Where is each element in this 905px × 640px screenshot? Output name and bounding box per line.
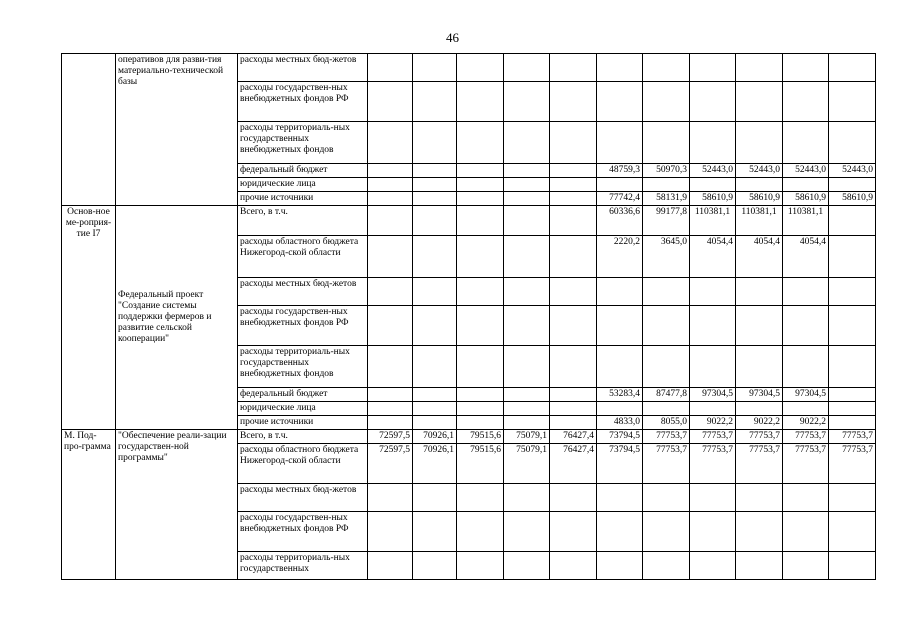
value-cell (597, 484, 643, 512)
value-cell (504, 192, 550, 206)
value-cell (597, 552, 643, 580)
value-cell (413, 192, 457, 206)
value-cell (368, 192, 413, 206)
funding-source: расходы областного бюджета Нижегород-ской области (238, 444, 368, 484)
value-cell (736, 512, 783, 552)
value-cell: 77753,7 (783, 444, 829, 484)
value-cell (368, 416, 413, 430)
value-cell (597, 54, 643, 82)
value-cell: 52443,0 (829, 164, 876, 178)
value-cell (413, 388, 457, 402)
funding-source: расходы местных бюд-жетов (238, 484, 368, 512)
value-cell (368, 402, 413, 416)
value-cell (783, 484, 829, 512)
funding-source: федеральный бюджет (238, 388, 368, 402)
value-cell: 77753,7 (736, 444, 783, 484)
funding-source: Всего, в т.ч. (238, 430, 368, 444)
value-cell (643, 54, 690, 82)
section-code (62, 54, 116, 206)
value-cell: 58610,9 (829, 192, 876, 206)
value-cell (457, 512, 504, 552)
section-name: оперативов для разви-тия материально-технической базы (116, 54, 238, 206)
value-cell (783, 346, 829, 388)
value-cell (736, 402, 783, 416)
table-row (62, 430, 876, 444)
value-cell: 58131,9 (643, 192, 690, 206)
value-cell: 2220,2 (597, 236, 643, 278)
value-cell (643, 178, 690, 192)
value-cell (504, 484, 550, 512)
value-cell (690, 552, 736, 580)
value-cell (690, 54, 736, 82)
value-cell: 99177,8 (643, 206, 690, 236)
value-cell: 4833,0 (597, 416, 643, 430)
value-cell (783, 54, 829, 82)
value-cell: 73794,5 (597, 444, 643, 484)
value-cell (736, 278, 783, 306)
value-cell (368, 236, 413, 278)
value-cell (457, 178, 504, 192)
value-cell (550, 178, 597, 192)
value-cell (550, 236, 597, 278)
value-cell (368, 164, 413, 178)
value-cell: 4054,4 (690, 236, 736, 278)
page-number: 46 (446, 30, 459, 45)
value-cell: 110381,1 (690, 206, 736, 236)
funding-source: расходы территориаль-ных государственных внебюджетных фондов (238, 346, 368, 388)
value-cell: 77753,7 (643, 444, 690, 484)
value-cell (457, 484, 504, 512)
value-cell (550, 54, 597, 82)
value-cell (550, 552, 597, 580)
value-cell (550, 192, 597, 206)
value-cell (597, 306, 643, 346)
value-cell: 97304,5 (736, 388, 783, 402)
value-cell: 77753,7 (829, 444, 876, 484)
value-cell (504, 178, 550, 192)
value-cell (550, 346, 597, 388)
value-cell: 75079,1 (504, 444, 550, 484)
value-cell (413, 402, 457, 416)
value-cell (504, 82, 550, 122)
value-cell (783, 306, 829, 346)
funding-source: юридические лица (238, 402, 368, 416)
table-row (62, 54, 876, 82)
value-cell: 77753,7 (783, 430, 829, 444)
value-cell: 72597,5 (368, 444, 413, 484)
value-cell (643, 484, 690, 512)
value-cell: 3645,0 (643, 236, 690, 278)
value-cell (413, 54, 457, 82)
value-cell: 70926,1 (413, 430, 457, 444)
value-cell (829, 402, 876, 416)
table-row (62, 206, 876, 236)
value-cell (550, 512, 597, 552)
value-cell: 52443,0 (690, 164, 736, 178)
value-cell (504, 164, 550, 178)
value-cell (643, 122, 690, 164)
value-cell (597, 278, 643, 306)
section-name: "Обеспечение реали-зации государствен-ной программы" (116, 430, 238, 580)
value-cell (690, 82, 736, 122)
value-cell (368, 278, 413, 306)
value-cell: 79515,6 (457, 444, 504, 484)
value-cell (736, 82, 783, 122)
value-cell (783, 402, 829, 416)
value-cell: 52443,0 (783, 164, 829, 178)
value-cell (368, 346, 413, 388)
value-cell (504, 306, 550, 346)
value-cell: 53283,4 (597, 388, 643, 402)
value-cell (457, 122, 504, 164)
value-cell (413, 236, 457, 278)
value-cell (368, 552, 413, 580)
value-cell (504, 122, 550, 164)
value-cell (597, 402, 643, 416)
value-cell (690, 402, 736, 416)
value-cell: 70926,1 (413, 444, 457, 484)
value-cell (368, 484, 413, 512)
value-cell: 77753,7 (690, 430, 736, 444)
value-cell: 60336,6 (597, 206, 643, 236)
value-cell (457, 192, 504, 206)
value-cell (597, 82, 643, 122)
value-cell: 9022,2 (690, 416, 736, 430)
value-cell (690, 512, 736, 552)
value-cell: 58610,9 (783, 192, 829, 206)
funding-source: прочие источники (238, 416, 368, 430)
value-cell (597, 512, 643, 552)
value-cell: 48759,3 (597, 164, 643, 178)
value-cell: 4054,4 (783, 236, 829, 278)
value-cell (368, 122, 413, 164)
value-cell: 4054,4 (736, 236, 783, 278)
value-cell: 87477,8 (643, 388, 690, 402)
funding-source: расходы территориаль-ных государственных (238, 552, 368, 580)
value-cell (457, 416, 504, 430)
value-cell: 8055,0 (643, 416, 690, 430)
value-cell (504, 346, 550, 388)
value-cell: 76427,4 (550, 430, 597, 444)
value-cell (643, 512, 690, 552)
value-cell (736, 54, 783, 82)
value-cell (736, 178, 783, 192)
value-cell (829, 416, 876, 430)
value-cell (829, 346, 876, 388)
value-cell (829, 122, 876, 164)
value-cell (829, 54, 876, 82)
value-cell: 97304,5 (783, 388, 829, 402)
value-cell (550, 402, 597, 416)
value-cell (643, 278, 690, 306)
section-name: Федеральный проект "Создание системы поддержки фермеров и развитие сельской кооперации" (116, 206, 238, 430)
value-cell: 77753,7 (829, 430, 876, 444)
value-cell (504, 236, 550, 278)
value-cell (829, 512, 876, 552)
value-cell (413, 512, 457, 552)
value-cell (457, 82, 504, 122)
value-cell (829, 206, 876, 236)
value-cell (413, 178, 457, 192)
value-cell (413, 206, 457, 236)
value-cell (643, 306, 690, 346)
value-cell (550, 388, 597, 402)
value-cell (550, 484, 597, 512)
value-cell (504, 54, 550, 82)
value-cell (597, 178, 643, 192)
value-cell (550, 164, 597, 178)
value-cell: 77742,4 (597, 192, 643, 206)
value-cell: 110381,1 (736, 206, 783, 236)
value-cell: 77753,7 (736, 430, 783, 444)
value-cell (413, 484, 457, 512)
value-cell (736, 346, 783, 388)
value-cell (643, 82, 690, 122)
funding-source: расходы территориаль-ных государственных внебюджетных фондов (238, 122, 368, 164)
value-cell (550, 306, 597, 346)
value-cell: 73794,5 (597, 430, 643, 444)
value-cell (504, 206, 550, 236)
value-cell (829, 178, 876, 192)
value-cell: 76427,4 (550, 444, 597, 484)
value-cell: 110381,1 (783, 206, 829, 236)
funding-source: федеральный бюджет (238, 164, 368, 178)
value-cell (783, 178, 829, 192)
funding-source: расходы государствен-ных внебюджетных фондов РФ (238, 512, 368, 552)
value-cell (413, 164, 457, 178)
value-cell (829, 82, 876, 122)
budget-table (61, 53, 876, 580)
value-cell: 77753,7 (690, 444, 736, 484)
value-cell (829, 278, 876, 306)
value-cell (368, 306, 413, 346)
value-cell (504, 388, 550, 402)
value-cell: 9022,2 (783, 416, 829, 430)
value-cell (457, 306, 504, 346)
section-code: Основ-ное ме-роприя-тие I7 (62, 206, 116, 430)
value-cell (550, 122, 597, 164)
funding-source: расходы государствен-ных внебюджетных фондов РФ (238, 306, 368, 346)
value-cell (597, 122, 643, 164)
value-cell (690, 346, 736, 388)
value-cell (690, 122, 736, 164)
value-cell: 50970,3 (643, 164, 690, 178)
value-cell (457, 206, 504, 236)
funding-source: юридические лица (238, 178, 368, 192)
value-cell (597, 346, 643, 388)
value-cell (368, 206, 413, 236)
value-cell (736, 552, 783, 580)
value-cell (643, 552, 690, 580)
value-cell (457, 552, 504, 580)
value-cell (829, 552, 876, 580)
value-cell: 72597,5 (368, 430, 413, 444)
value-cell: 52443,0 (736, 164, 783, 178)
value-cell (736, 306, 783, 346)
value-cell (829, 388, 876, 402)
value-cell (783, 278, 829, 306)
value-cell (736, 122, 783, 164)
value-cell (550, 206, 597, 236)
value-cell (504, 416, 550, 430)
value-cell: 58610,9 (690, 192, 736, 206)
value-cell (368, 178, 413, 192)
value-cell: 97304,5 (690, 388, 736, 402)
value-cell (413, 416, 457, 430)
value-cell (736, 484, 783, 512)
value-cell (783, 552, 829, 580)
funding-source: расходы государствен-ных внебюджетных фондов РФ (238, 82, 368, 122)
value-cell (368, 512, 413, 552)
value-cell (504, 512, 550, 552)
value-cell (413, 278, 457, 306)
value-cell (504, 552, 550, 580)
value-cell (829, 306, 876, 346)
funding-source: расходы местных бюд-жетов (238, 278, 368, 306)
value-cell (783, 122, 829, 164)
value-cell (550, 416, 597, 430)
value-cell: 58610,9 (736, 192, 783, 206)
value-cell (504, 278, 550, 306)
value-cell (457, 388, 504, 402)
value-cell (550, 278, 597, 306)
value-cell (829, 236, 876, 278)
value-cell (413, 122, 457, 164)
value-cell: 77753,7 (643, 430, 690, 444)
value-cell (690, 278, 736, 306)
value-cell (457, 54, 504, 82)
value-cell: 75079,1 (504, 430, 550, 444)
value-cell (643, 346, 690, 388)
value-cell (368, 54, 413, 82)
value-cell (504, 402, 550, 416)
value-cell (829, 484, 876, 512)
value-cell (457, 236, 504, 278)
value-cell (783, 512, 829, 552)
value-cell (783, 82, 829, 122)
value-cell (368, 388, 413, 402)
value-cell (457, 402, 504, 416)
value-cell (457, 278, 504, 306)
value-cell (413, 82, 457, 122)
value-cell: 9022,2 (736, 416, 783, 430)
section-code: М. Под-про-грамма (62, 430, 116, 580)
funding-source: прочие источники (238, 192, 368, 206)
value-cell (368, 82, 413, 122)
value-cell (457, 346, 504, 388)
funding-source: Всего, в т.ч. (238, 206, 368, 236)
value-cell (457, 164, 504, 178)
value-cell (413, 552, 457, 580)
value-cell (643, 402, 690, 416)
value-cell (690, 178, 736, 192)
funding-source: расходы местных бюд-жетов (238, 54, 368, 82)
funding-source: расходы областного бюджета Нижегород-ской области (238, 236, 368, 278)
value-cell (690, 306, 736, 346)
value-cell (413, 346, 457, 388)
value-cell: 79515,6 (457, 430, 504, 444)
value-cell (550, 82, 597, 122)
value-cell (413, 306, 457, 346)
value-cell (690, 484, 736, 512)
